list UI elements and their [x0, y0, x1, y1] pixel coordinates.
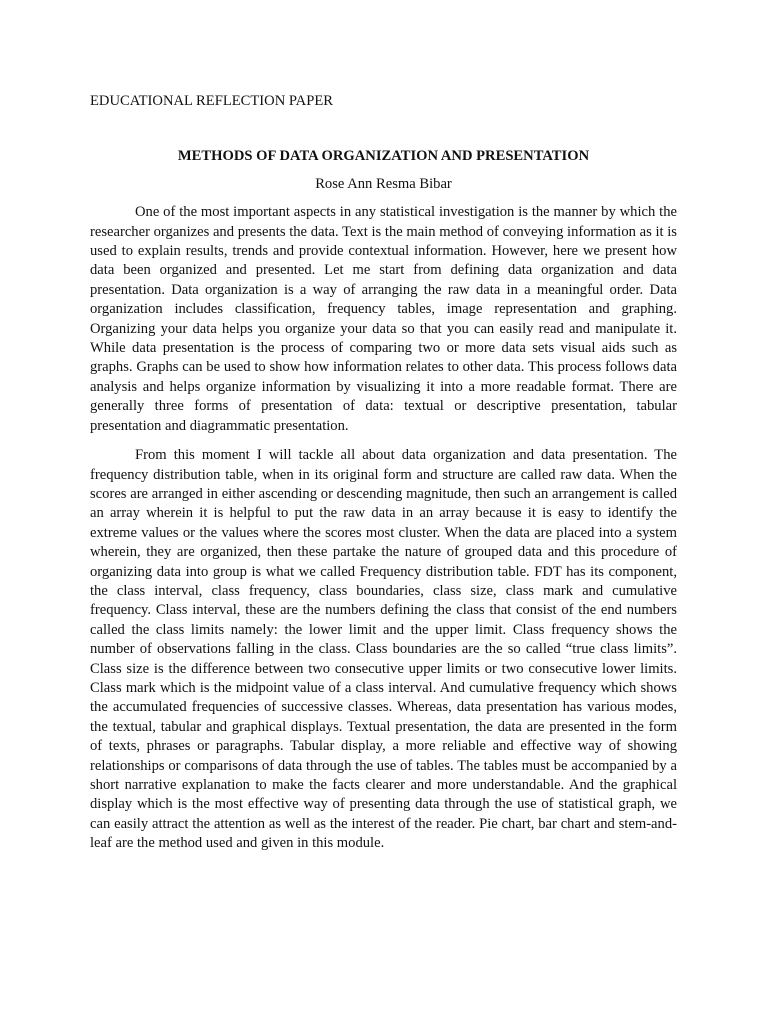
body-paragraph-1: One of the most important aspects in any statistical investigation is the manner by which the researcher organizes and presents the data. Text is the main method of conveying information as it is used to explain results, trends and provide contextual information. However, here we present how data been organized and presented. Let me start from defining data organization and data presentation. Data organization is a way of arranging the raw data in a meaningful order. Data organization includes classification, frequency tables, image representation and graphing. Organizing your data helps you organize your data so that you can easily read and manipulate it. While data presentation is the process of comparing two or more data sets visual aids such as graphs. Graphs can be used to show how information relates to other data. This process follows data analysis and helps organize information by visualizing it into a more readable format. There are generally three forms of presentation of data: textual or descriptive presentation, tabular presentation and diagrammatic presentation. [90, 204, 677, 434]
document-author: Rose Ann Resma Bibar [315, 175, 452, 192]
document-title: METHODS OF DATA ORGANIZATION AND PRESENTATION [177, 148, 590, 165]
body-paragraph-2: From this moment I will tackle all about data organization and data presentation. The frequency distribution table, when in its original form and structure are called raw data. When the scores are arranged in either ascending or descending magnitude, then such an arrangement is called an array wherein it is helpful to put the raw data in an array because it is easy to identify the extreme values or the values where the scores most cluster. When the data are placed into a system wherein, they are organized, then these partake the nature of grouped data and this procedure of organizing data into group is what we called Frequency distribution table. FDT has its component, the class interval, class frequency, class boundaries, class size, class mark and cumulative frequency. Class interval, these are the numbers defining the class that consist of the end numbers called the class limits namely: the lower limit and the upper limit. Class frequency shows the number of observations falling in the class. Class boundaries are the so called “true class limits”. Class size is the difference between two consecutive upper limits or two consecutive lower limits. Class mark which is the midpoint value of a class interval. And cumulative frequency which shows the accumulated frequencies of successive classes. Whereas, data presentation has various modes, the textual, tabular and graphical displays. Textual presentation, the data are presented in the form of texts, phrases or paragraphs. Tabular display, a more reliable and effective way of showing relationships or comparisons of data through the use of tables. The tables must be accompanied by a short narrative explanation to make the facts clearer and more understandable. And the graphical display which is the most effective way of presenting data through the use of statistical graph, we can easily attract the attention as well as the interest of the reader. Pie chart, bar chart and stem-and-leaf are the method used and given in this module. [90, 447, 677, 852]
document-heading: EDUCATIONAL REFLECTION PAPER [90, 93, 333, 109]
document-page [90, 92, 677, 864]
